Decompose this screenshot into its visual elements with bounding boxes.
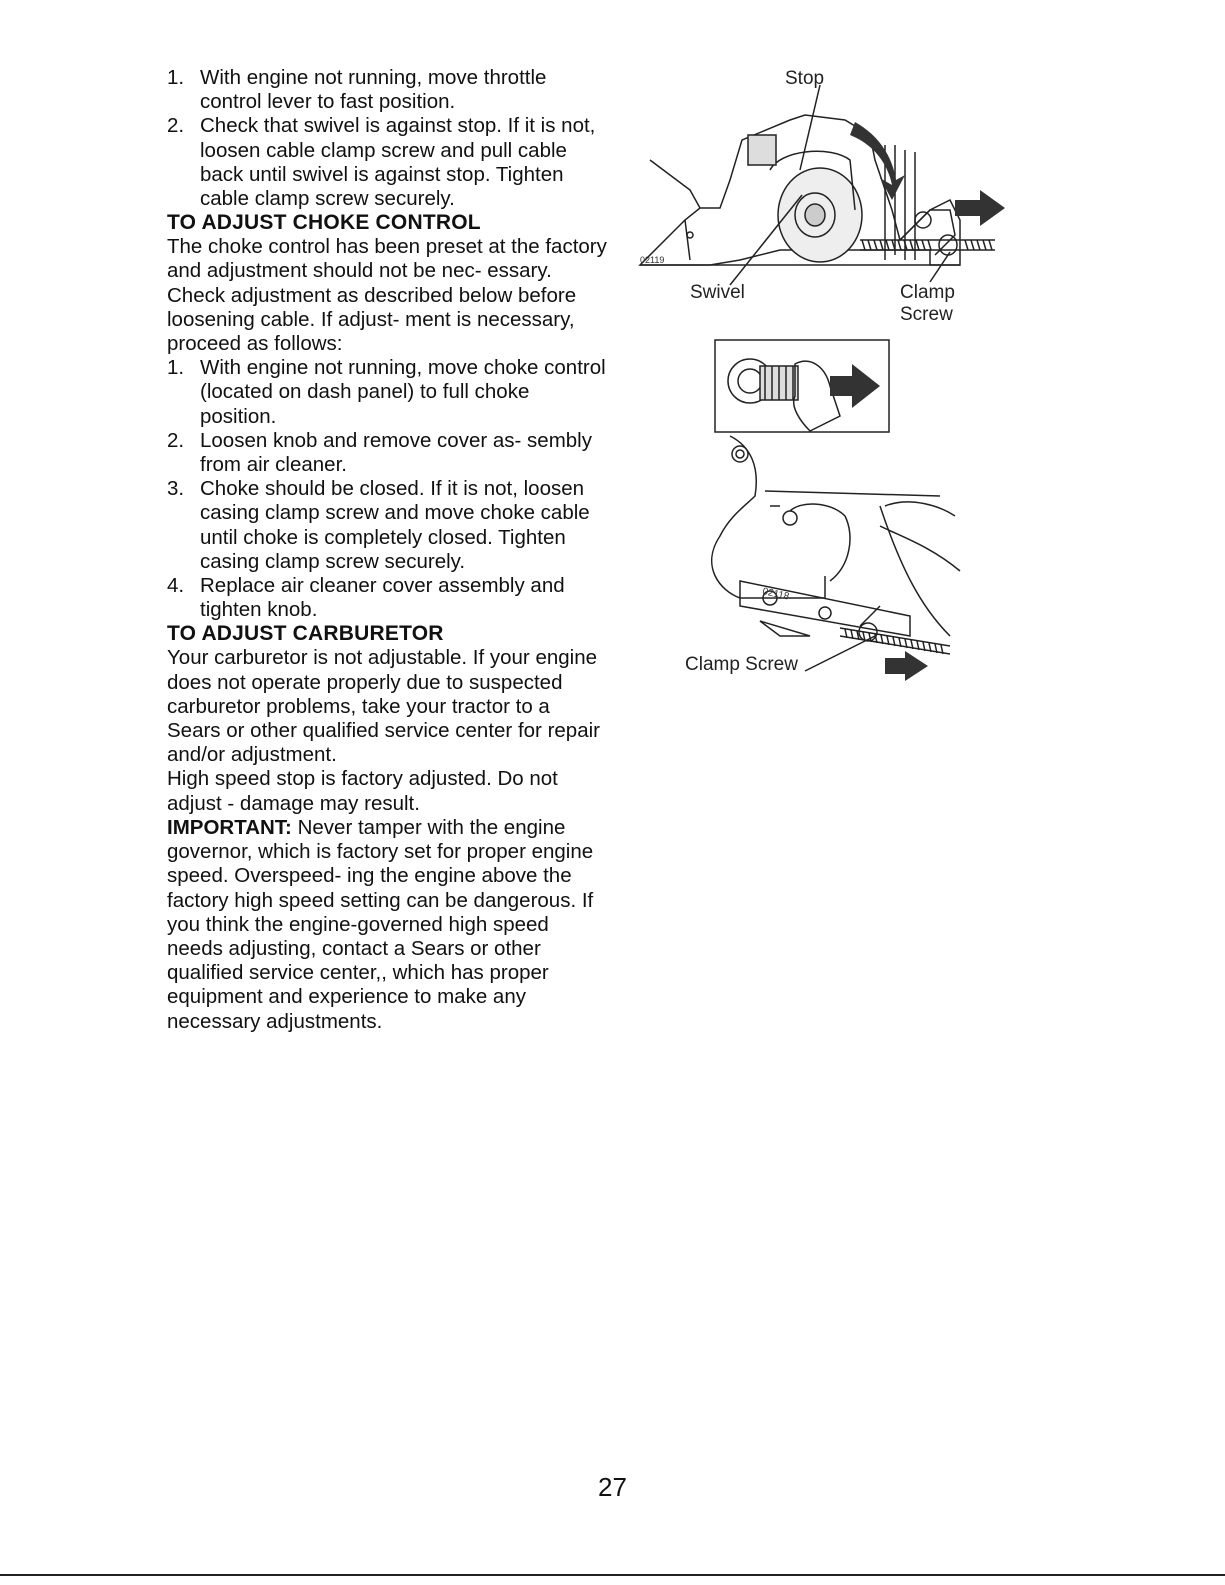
bottom-divider (0, 1574, 1225, 1576)
choke-step-2 (167, 429, 607, 477)
step-text: Check that swivel is against stop. If it is not, loosen cable clamp screw and pull cable back until swivel is against stop. Tighten cable clamp screw securely. (200, 114, 596, 211)
pull-arrow-icon (830, 364, 880, 408)
label-stop: Stop (785, 68, 825, 89)
step-text: With engine not running, move choke control (located on dash panel) to full choke position. (200, 356, 606, 428)
step-number: 2. (167, 428, 185, 452)
choke-step-4 (167, 574, 607, 622)
important-text: Never tamper with the engine governor, which is factory set for proper engine speed. Overspeed- ing the engine above the factory high speed setting can be dangerous. If you think the engine-governed high speed needs adjusting, contact a Sears or other qualified service center,, which has proper equipment and experience to make any necessary adjustments. (167, 815, 594, 1033)
rotation-arrow-icon (850, 122, 905, 200)
label-swivel: Swivel (690, 282, 745, 303)
step-text: Loosen knob and remove cover as- sembly from air cleaner. (200, 428, 592, 477)
step-number: 2. (167, 114, 185, 138)
label-clamp: Clamp (900, 282, 955, 303)
step-number: 4. (167, 574, 185, 598)
label-clamp-screw: Clamp Screw (685, 654, 798, 675)
throttle-step-2 (167, 114, 607, 211)
choke-step-1 (167, 356, 607, 429)
step-text: Replace air cleaner cover assembly and tighten knob. (200, 574, 565, 622)
high-speed-paragraph: High speed stop is factory adjusted. Do not adjust - damage may result. (167, 767, 558, 815)
right-arrow-icon (955, 190, 1005, 226)
step-text: Choke should be closed. If it is not, loosen casing clamp screw and move choke cable until choke is completely closed. Tighten casing clamp screw securely. (200, 477, 590, 573)
throttle-step-1 (167, 66, 607, 114)
step-number: 1. (167, 66, 185, 89)
step-text: With engine not running, move throttle control lever to fast position. (200, 66, 547, 114)
throttle-cable-figure (630, 60, 1030, 340)
label-screw: Screw (900, 304, 953, 325)
figure-code: 02118 (761, 586, 791, 603)
step-number: 3. (167, 477, 185, 501)
right-arrow-icon (885, 651, 928, 681)
instructions-column (167, 66, 607, 1034)
step-number: 1. (167, 356, 185, 380)
page-number: 27 (598, 1472, 627, 1502)
choke-heading: TO ADJUST CHOKE CONTROL (167, 211, 481, 235)
important-label: IMPORTANT: (167, 815, 292, 839)
choke-cable-illustration (680, 336, 970, 686)
carburetor-paragraph: Your carburetor is not adjustable. If your engine does not operate properly due to suspected carburetor problems, take your tractor to a Sears or other qualified service center for repair and/or adjustment. (167, 646, 600, 767)
important-paragraph (167, 816, 607, 1034)
choke-intro: The choke control has been preset at the factory and adjustment should not be nec- essary. Check adjustment as described below before loosening cable. If adjust- ment is necessary, proceed as follows: (167, 235, 607, 356)
figure-code: 02119 (640, 255, 665, 265)
choke-cable-figure (680, 336, 970, 686)
carburetor-heading: TO ADJUST CARBURETOR (167, 622, 444, 646)
choke-step-3 (167, 477, 607, 574)
